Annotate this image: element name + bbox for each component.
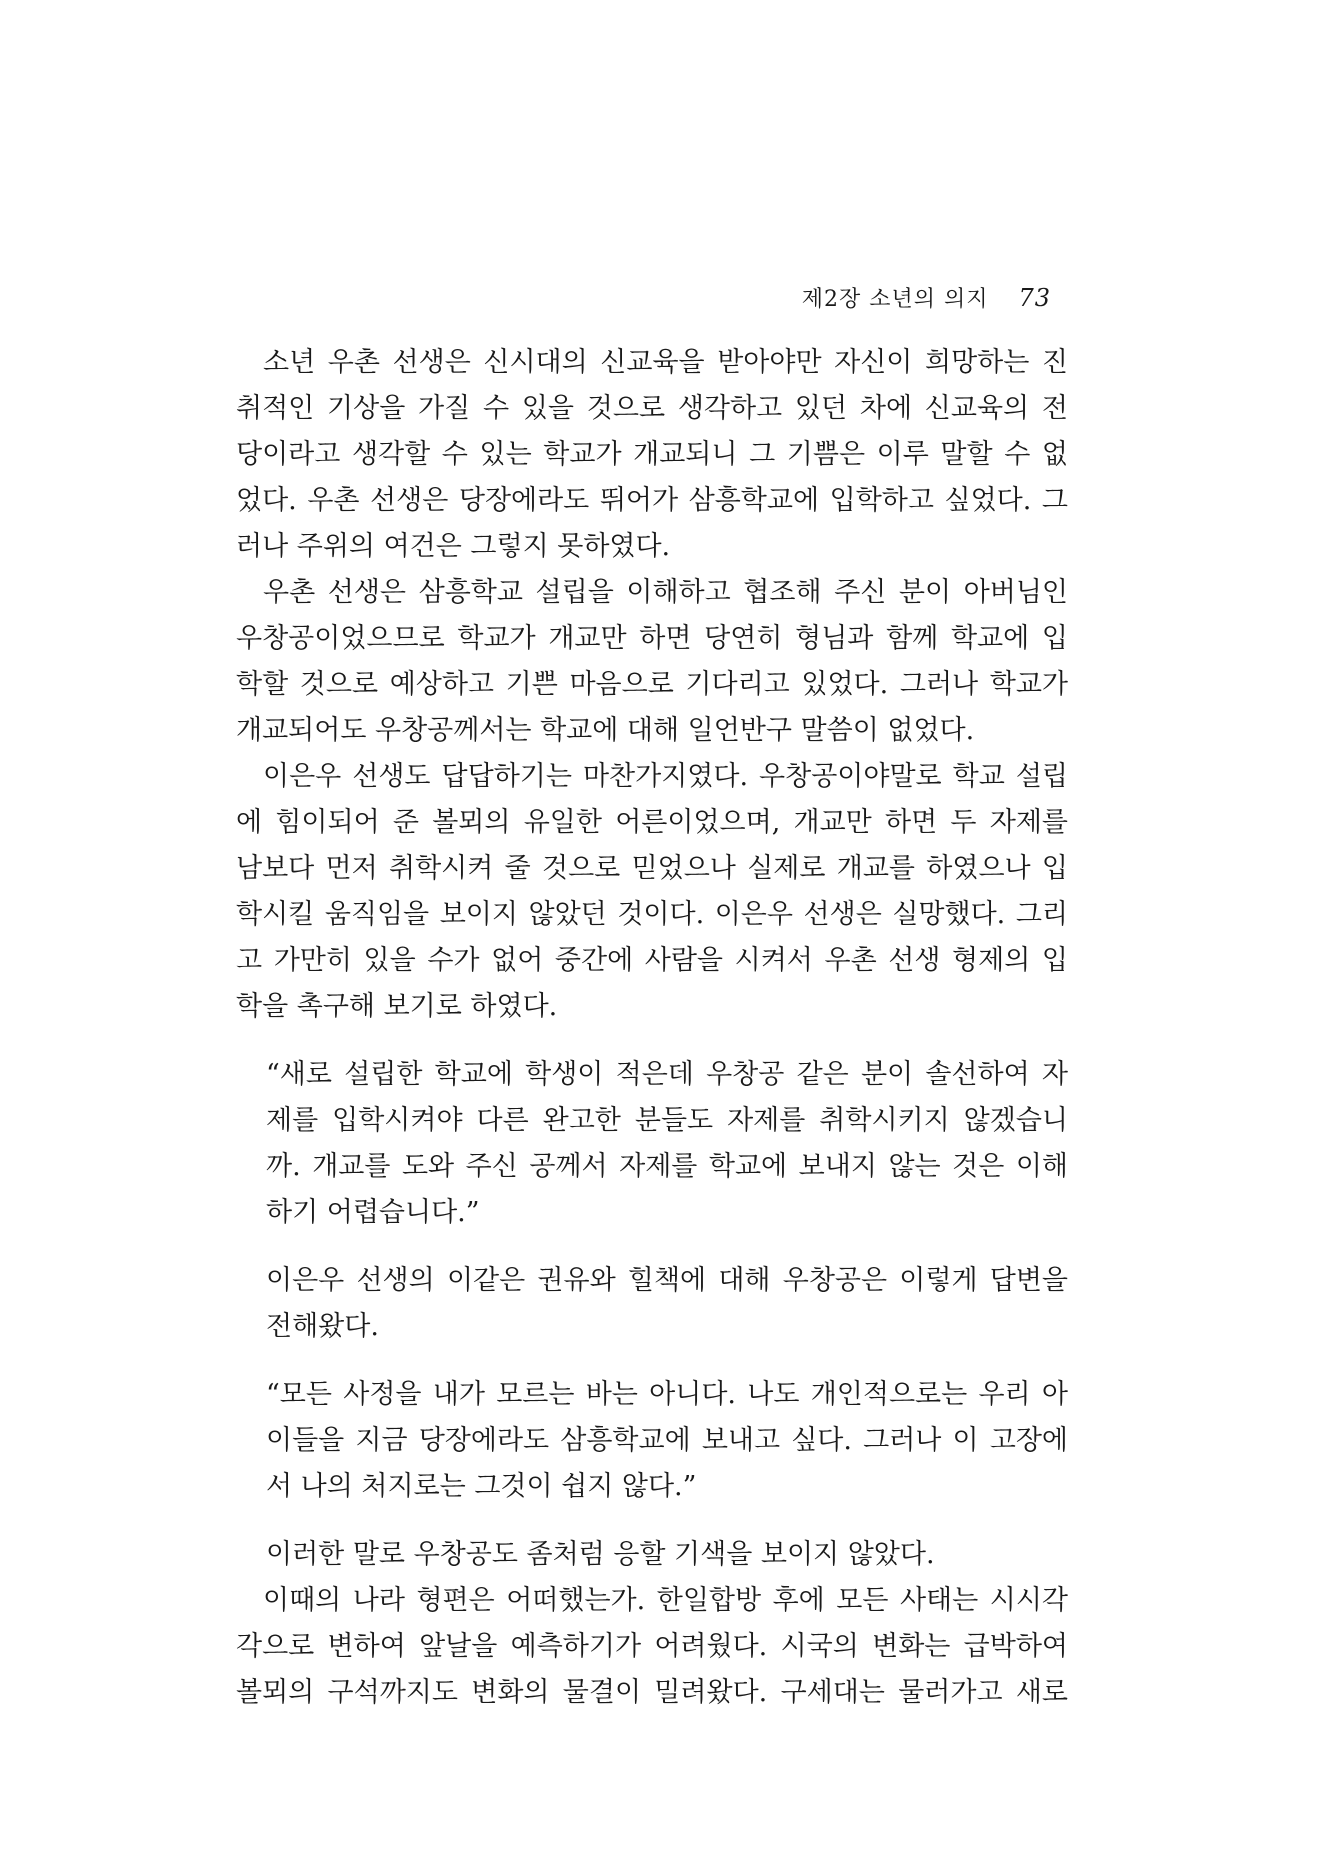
text-line: 개교되어도 우창공께서는 학교에 대해 일언반구 말씀이 없었다. (236, 715, 975, 746)
text-line: 이러한 말로 우창공도 좀처럼 응할 기색을 보이지 않았다. (266, 1539, 935, 1570)
text-line: 고 가만히 있을 수가 없어 중간에 사람을 시켜서 우촌 선생 형제의 입 (236, 945, 1068, 976)
text-line: 취적인 기상을 가질 수 있을 것으로 생각하고 있던 차에 신교육의 전 (236, 393, 1068, 424)
text-line: 소년 우촌 선생은 신시대의 신교육을 받아야만 자신이 희망하는 진 (263, 347, 1068, 378)
quote-line: 제를 입학시켜야 다른 완고한 분들도 자제를 취학시키지 않겠습니 (266, 1105, 1068, 1136)
text-line: 에 힘이되어 준 볼뫼의 유일한 어른이었으며, 개교만 하면 두 자제를 (236, 807, 1068, 838)
quote-line: “새로 설립한 학교에 학생이 적은데 우창공 같은 분이 솔선하여 자 (266, 1059, 1068, 1090)
text-line: 이은우 선생도 답답하기는 마찬가지였다. 우창공이야말로 학교 설립 (263, 761, 1068, 792)
text-line: 학할 것으로 예상하고 기쁜 마음으로 기다리고 있었다. 그러나 학교가 (236, 669, 1068, 700)
text-line: 우창공이었으므로 학교가 개교만 하면 당연히 형님과 함께 학교에 입 (236, 623, 1068, 654)
text-line: 었다. 우촌 선생은 당장에라도 뛰어가 삼흥학교에 입학하고 싶었다. 그 (236, 485, 1068, 516)
quote-line: 이들을 지금 당장에라도 삼흥학교에 보내고 싶다. 그러나 이 고장에 (266, 1425, 1068, 1456)
text-line: 전해왔다. (266, 1311, 379, 1342)
text-line: 당이라고 생각할 수 있는 학교가 개교되니 그 기쁨은 이루 말할 수 없 (236, 439, 1068, 470)
chapter-title: 제2장 소년의 의지 (801, 287, 989, 312)
quote-line: 까. 개교를 도와 주신 공께서 자제를 학교에 보내지 않는 것은 이해 (266, 1151, 1068, 1182)
text-line: 남보다 먼저 취학시켜 줄 것으로 믿었으나 실제로 개교를 하였으나 입 (236, 853, 1068, 884)
quote-line: “모든 사정을 내가 모르는 바는 아니다. 나도 개인적으로는 우리 아 (266, 1379, 1068, 1410)
page-number: 73 (1018, 284, 1051, 312)
running-head (802, 282, 1051, 313)
quote-line: 하기 어렵습니다.” (266, 1197, 480, 1228)
text-line: 러나 주위의 여건은 그렇지 못하였다. (236, 531, 671, 562)
quote-line: 서 나의 처지로는 그것이 쉽지 않다.” (266, 1471, 697, 1502)
text-line: 우촌 선생은 삼흥학교 설립을 이해하고 협조해 주신 분이 아버님인 (263, 577, 1068, 608)
text-line: 학을 촉구해 보기로 하였다. (236, 991, 558, 1022)
text-line: 학시킬 움직임을 보이지 않았던 것이다. 이은우 선생은 실망했다. 그리 (236, 899, 1068, 930)
text-line: 각으로 변하여 앞날을 예측하기가 어려웠다. 시국의 변화는 급박하여 (236, 1631, 1068, 1662)
text-line: 이은우 선생의 이같은 권유와 힐책에 대해 우창공은 이렇게 답변을 (266, 1265, 1068, 1296)
text-line: 볼뫼의 구석까지도 변화의 물결이 밀려왔다. 구세대는 물러가고 새로 (236, 1677, 1068, 1708)
body-text (236, 340, 1068, 1716)
text-line: 이때의 나라 형편은 어떠했는가. 한일합방 후에 모든 사태는 시시각 (263, 1585, 1068, 1616)
